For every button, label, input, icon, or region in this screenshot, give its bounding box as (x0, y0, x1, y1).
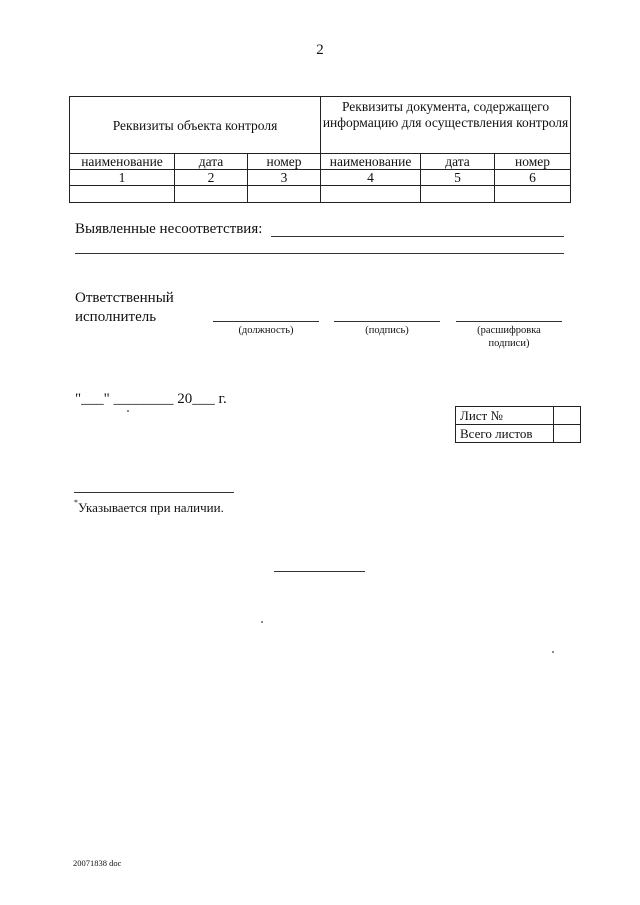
position-line[interactable] (213, 321, 319, 322)
subheader-document-number: номер (495, 154, 571, 170)
subheader-object-name: наименование (70, 154, 175, 170)
sheets-table (455, 406, 581, 443)
total-sheets-value[interactable] (554, 425, 581, 443)
sheet-number-label: Лист № (456, 407, 554, 425)
end-of-document-line (274, 571, 365, 572)
empty-cell[interactable] (321, 186, 421, 203)
empty-cell[interactable] (248, 186, 321, 203)
column-number: 5 (421, 170, 495, 186)
responsible-label (75, 289, 174, 327)
footnote (74, 500, 224, 516)
subheader-object-number: номер (248, 154, 321, 170)
column-number: 2 (175, 170, 248, 186)
scan-speck (261, 621, 263, 623)
empty-cell[interactable] (495, 186, 571, 203)
column-number: 1 (70, 170, 175, 186)
subheader-object-date: дата (175, 154, 248, 170)
responsible-label-line2: исполнитель (75, 309, 157, 325)
total-sheets-label: Всего листов (456, 425, 554, 443)
findings-line-2[interactable] (75, 253, 564, 254)
signature-decoding-line[interactable] (456, 321, 562, 322)
subheader-document-name: наименование (321, 154, 421, 170)
position-caption: (должность) (238, 325, 294, 336)
footnote-separator (74, 492, 234, 493)
subheader-document-date: дата (421, 154, 495, 170)
column-number: 6 (495, 170, 571, 186)
page-number: 2 (316, 42, 324, 58)
column-number: 3 (248, 170, 321, 186)
signature-caption: (подпись) (365, 325, 409, 336)
document-id: 20071838 doc (73, 858, 122, 868)
signature-decoding-caption (456, 324, 562, 350)
signature-line[interactable] (334, 321, 440, 322)
empty-cell[interactable] (421, 186, 495, 203)
scan-speck (127, 410, 129, 412)
empty-cell[interactable] (70, 186, 175, 203)
footnote-text: Указывается при наличии. (78, 500, 224, 515)
document-requisites-header: Реквизиты документа, содержащего информацию для осуществления контроля (321, 97, 571, 154)
footnote-marker: * (74, 498, 78, 507)
requisites-table (69, 96, 571, 203)
signature-decoding-caption-line2: подписи) (488, 338, 530, 349)
column-number: 4 (321, 170, 421, 186)
date-line[interactable]: "___" ________ 20___ г. (75, 391, 227, 407)
sheet-number-value[interactable] (554, 407, 581, 425)
findings-label: Выявленные несоответствия: (75, 221, 263, 237)
signature-decoding-caption-line1: (расшифровка (477, 325, 541, 336)
object-requisites-header: Реквизиты объекта контроля (70, 97, 321, 154)
responsible-label-line1: Ответственный (75, 290, 174, 306)
empty-cell[interactable] (175, 186, 248, 203)
scan-speck (552, 651, 554, 653)
findings-line-1[interactable] (271, 236, 564, 237)
